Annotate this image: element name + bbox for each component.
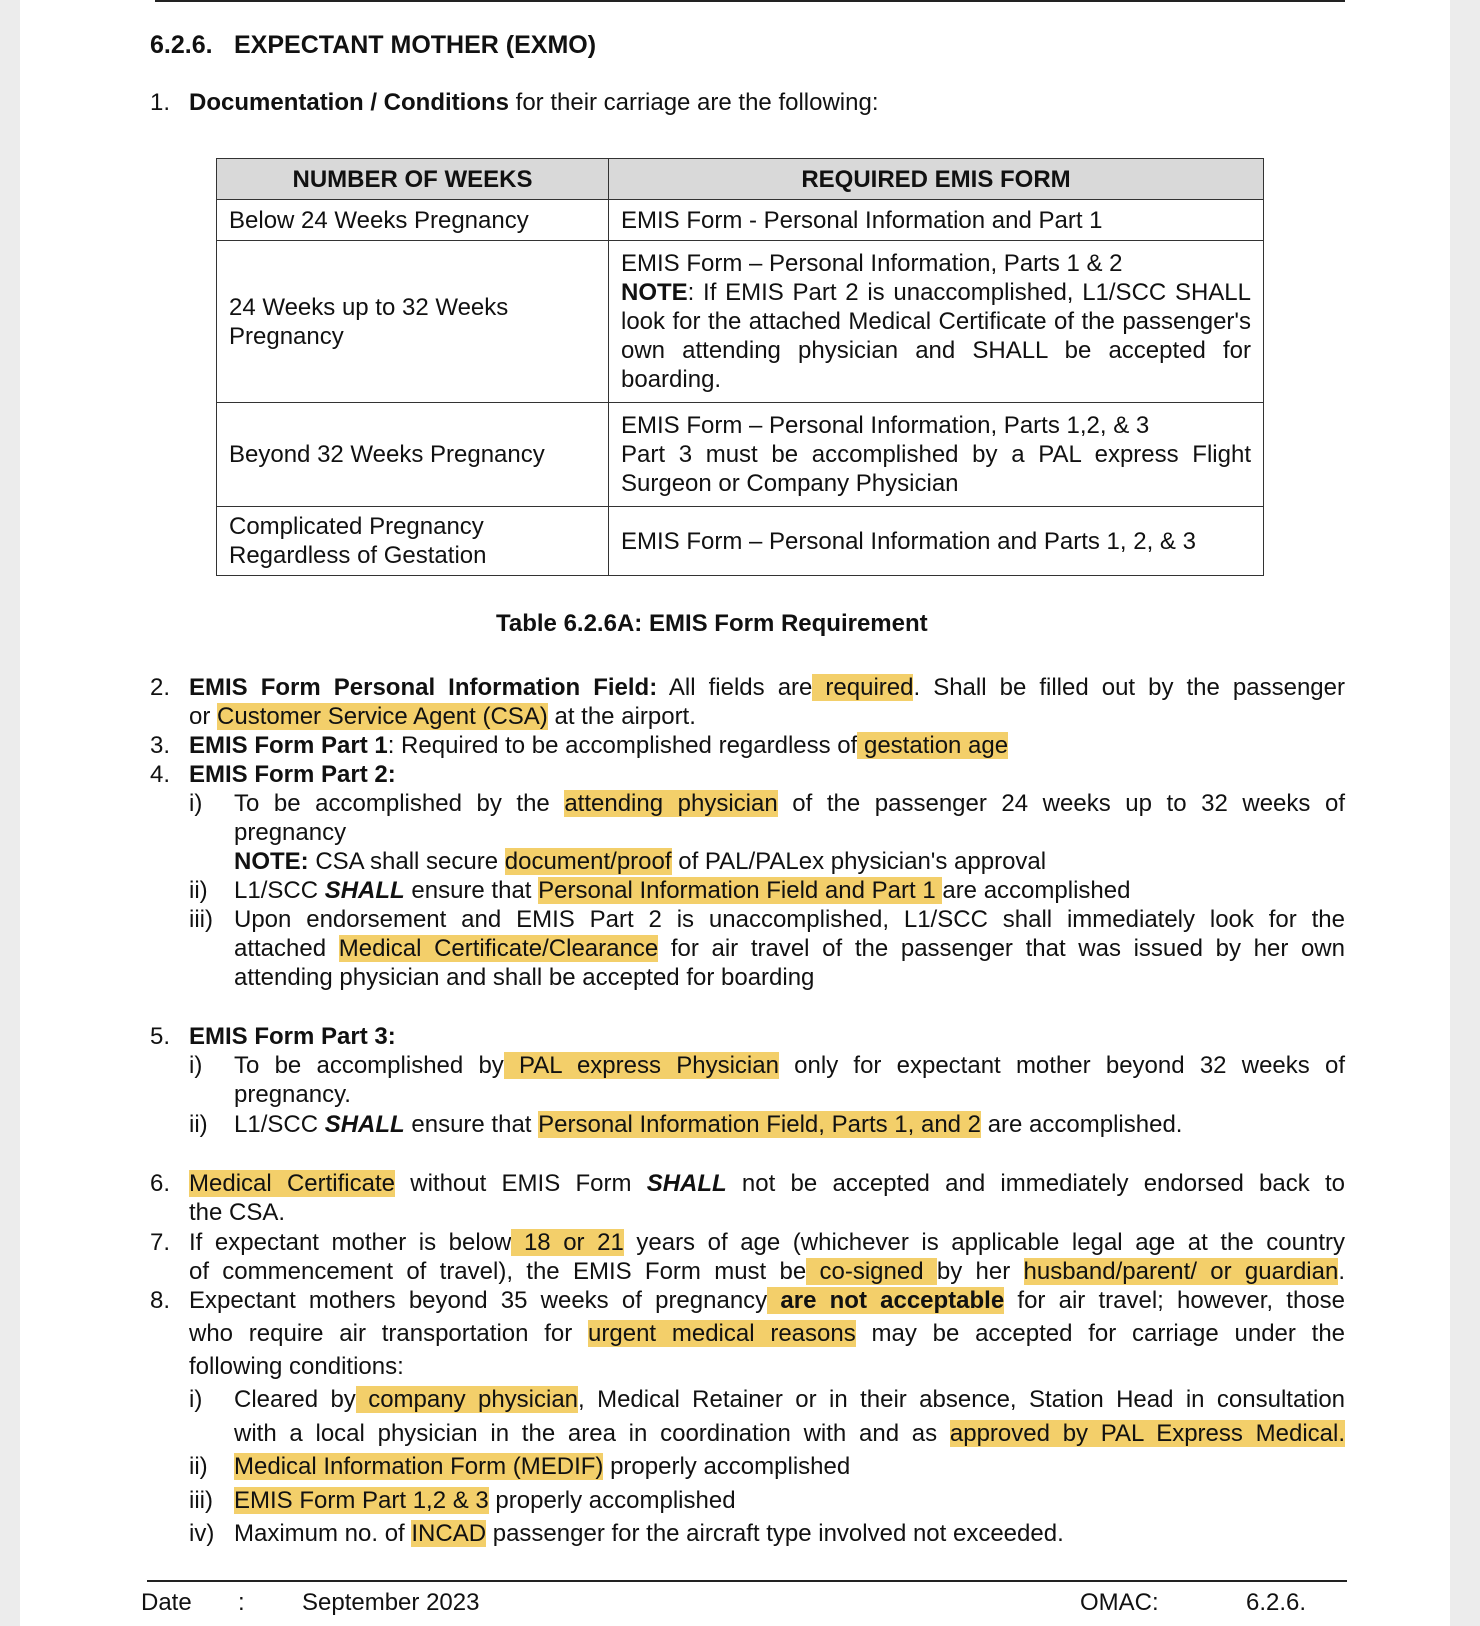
weeks-cell: Below 24 Weeks Pregnancy bbox=[217, 200, 609, 241]
form-cell: EMIS Form – Personal Information, Parts 1,2, & 3 Part 3 must be accomplished by a PAL express Flight Surgeon or Company Physician bbox=[609, 403, 1264, 507]
item-4-iii-number: iii) bbox=[189, 906, 213, 933]
item-8-iii-number: iii) bbox=[189, 1487, 213, 1514]
highlight: Personal Information Field, Parts 1, and 2 bbox=[538, 1111, 982, 1138]
item-2-number: 2. bbox=[150, 674, 171, 701]
footer-date-value: September 2023 bbox=[302, 1589, 480, 1616]
header-required-emis-form: REQUIRED EMIS FORM bbox=[609, 159, 1264, 200]
item-6-line-2: the CSA. bbox=[189, 1199, 286, 1226]
section-number: 6.2.6. bbox=[150, 31, 213, 59]
highlight: PAL express Physician bbox=[503, 1052, 779, 1079]
item-1-text: Documentation / Conditions for their carriage are the following: bbox=[189, 89, 879, 116]
highlight: 18 or 21 bbox=[511, 1229, 624, 1256]
section-title: EXPECTANT MOTHER (EXMO) bbox=[234, 31, 597, 59]
item-7-number: 7. bbox=[150, 1229, 171, 1256]
highlight: company physician bbox=[355, 1386, 579, 1413]
item-8-i-number: i) bbox=[189, 1386, 203, 1413]
table-caption: Table 6.2.6A: EMIS Form Requirement bbox=[496, 610, 928, 637]
item-8-line-2: who require air transportation for urgent medical reasons may be accepted for carriage under the bbox=[189, 1320, 1346, 1347]
top-rule bbox=[155, 0, 1345, 2]
item-1-number: 1. bbox=[150, 89, 171, 116]
item-4-number: 4. bbox=[150, 761, 171, 788]
item-4-ii-text: L1/SCC SHALL ensure that Personal Information Field and Part 1 are accomplished bbox=[234, 877, 1131, 904]
item-8-iv-text: Maximum no. of INCAD passenger for the aircraft type involved not exceeded. bbox=[234, 1520, 1064, 1547]
item-4-ii-number: ii) bbox=[189, 877, 208, 904]
form-cell: EMIS Form – Personal Information, Parts 1 & 2 NOTE: If EMIS Part 2 is unaccomplished, L1/SCC SHALL look for the attached Medical Certificate of the passenger's own attending physician and SHALL be accepted for boarding. bbox=[609, 241, 1264, 403]
table-header-row bbox=[217, 159, 1264, 200]
form-cell: EMIS Form – Personal Information and Parts 1, 2, & 3 bbox=[609, 507, 1264, 576]
item-8-line-3: following conditions: bbox=[189, 1353, 404, 1380]
highlight: Personal Information Field and Part 1 bbox=[538, 877, 943, 904]
highlight: co-signed bbox=[806, 1258, 937, 1285]
emis-requirement-table bbox=[216, 158, 1264, 576]
item-5-i-line-1: To be accomplished by PAL express Physician only for expectant mother beyond 32 weeks of bbox=[234, 1052, 1346, 1079]
weeks-cell: 24 Weeks up to 32 Weeks Pregnancy bbox=[217, 241, 609, 403]
highlight: gestation age bbox=[857, 732, 1009, 759]
item-8-line-1: Expectant mothers beyond 35 weeks of pregnancy are not acceptable for air travel; however, those bbox=[189, 1287, 1345, 1314]
item-6-line-1: Medical Certificate without EMIS Form SHALL not be accepted and immediately endorsed back to bbox=[189, 1170, 1345, 1197]
highlight: Medical Certificate bbox=[189, 1170, 395, 1197]
item-8-iv-number: iv) bbox=[189, 1520, 215, 1547]
table-row bbox=[217, 507, 1264, 576]
item-4-title: EMIS Form Part 2: bbox=[189, 761, 396, 788]
footer-date-label: Date bbox=[141, 1589, 192, 1616]
highlight: Medical Certificate/Clearance bbox=[338, 935, 659, 962]
item-4-iii-line-1: Upon endorsement and EMIS Part 2 is unaccomplished, L1/SCC shall immediately look for the bbox=[234, 906, 1345, 933]
highlight: attending physician bbox=[564, 790, 778, 817]
document-page bbox=[20, 0, 1450, 1626]
item-4-i-line-1: To be accomplished by the attending physician of the passenger 24 weeks up to 32 weeks of bbox=[234, 790, 1345, 817]
item-7-line-2: of commencement of travel), the EMIS Form must be co-signed by her husband/parent/ or guardian. bbox=[189, 1258, 1346, 1285]
highlight: EMIS Form Part 1,2 & 3 bbox=[234, 1487, 489, 1514]
item-5-title: EMIS Form Part 3: bbox=[189, 1023, 396, 1050]
highlight: Customer Service Agent (CSA) bbox=[217, 703, 548, 730]
weeks-cell: Beyond 32 Weeks Pregnancy bbox=[217, 403, 609, 507]
item-4-i-number: i) bbox=[189, 790, 203, 817]
item-3-text: EMIS Form Part 1: Required to be accomplished regardless of gestation age bbox=[189, 732, 1009, 759]
table-row bbox=[217, 403, 1264, 507]
item-2-line-1: EMIS Form Personal Information Field: All fields are required. Shall be filled out by the passenger bbox=[189, 674, 1345, 701]
item-4-i-line-2: pregnancy bbox=[234, 819, 347, 846]
item-5-i-number: i) bbox=[189, 1052, 203, 1079]
item-8-iii-text: EMIS Form Part 1,2 & 3 properly accomplished bbox=[234, 1487, 736, 1514]
highlight: urgent medical reasons bbox=[588, 1320, 856, 1347]
highlight: INCAD bbox=[411, 1520, 487, 1547]
item-8-i-line-1: Cleared by company physician, Medical Retainer or in their absence, Station Head in consultation bbox=[234, 1386, 1346, 1413]
highlight: document/proof bbox=[504, 848, 672, 875]
highlight: Medical Information Form (MEDIF) bbox=[234, 1453, 604, 1480]
footer-omac-value: 6.2.6. bbox=[1246, 1589, 1307, 1616]
highlight: husband/parent/ or guardian bbox=[1023, 1258, 1339, 1285]
item-2-line-2: or Customer Service Agent (CSA) at the airport. bbox=[189, 703, 696, 730]
highlight: required bbox=[812, 674, 914, 701]
item-6-number: 6. bbox=[150, 1170, 171, 1197]
item-3-number: 3. bbox=[150, 732, 171, 759]
footer-omac-label: OMAC: bbox=[1080, 1589, 1159, 1616]
item-5-ii-number: ii) bbox=[189, 1111, 208, 1138]
footer-date-colon: : bbox=[238, 1589, 245, 1616]
item-8-i-line-2: with a local physician in the area in coordination with and as approved by PAL Express Medical. bbox=[234, 1420, 1345, 1447]
weeks-cell: Complicated Pregnancy Regardless of Gestation bbox=[217, 507, 609, 576]
highlight: approved by PAL Express Medical. bbox=[949, 1420, 1345, 1447]
item-5-number: 5. bbox=[150, 1023, 171, 1050]
item-4-i-note: NOTE: CSA shall secure document/proof of PAL/PALex physician's approval bbox=[234, 848, 1047, 875]
form-cell: EMIS Form - Personal Information and Part 1 bbox=[609, 200, 1264, 241]
item-5-ii-text: L1/SCC SHALL ensure that Personal Information Field, Parts 1, and 2 are accomplished. bbox=[234, 1111, 1183, 1138]
item-8-ii-number: ii) bbox=[189, 1453, 208, 1480]
highlight: are not acceptable bbox=[767, 1287, 1005, 1314]
table-row bbox=[217, 200, 1264, 241]
item-5-i-line-2: pregnancy. bbox=[234, 1081, 351, 1108]
footer-rule bbox=[147, 1580, 1347, 1582]
item-4-iii-line-2: attached Medical Certificate/Clearance for air travel of the passenger that was issued by her own bbox=[234, 935, 1345, 962]
item-8-number: 8. bbox=[150, 1287, 171, 1314]
item-4-iii-line-3: attending physician and shall be accepted for boarding bbox=[234, 964, 815, 991]
item-8-ii-text: Medical Information Form (MEDIF) properly accomplished bbox=[234, 1453, 851, 1480]
item-7-line-1: If expectant mother is below 18 or 21 years of age (whichever is applicable legal age at the country bbox=[189, 1229, 1345, 1256]
header-number-of-weeks: NUMBER OF WEEKS bbox=[217, 159, 609, 200]
table-row bbox=[217, 241, 1264, 403]
